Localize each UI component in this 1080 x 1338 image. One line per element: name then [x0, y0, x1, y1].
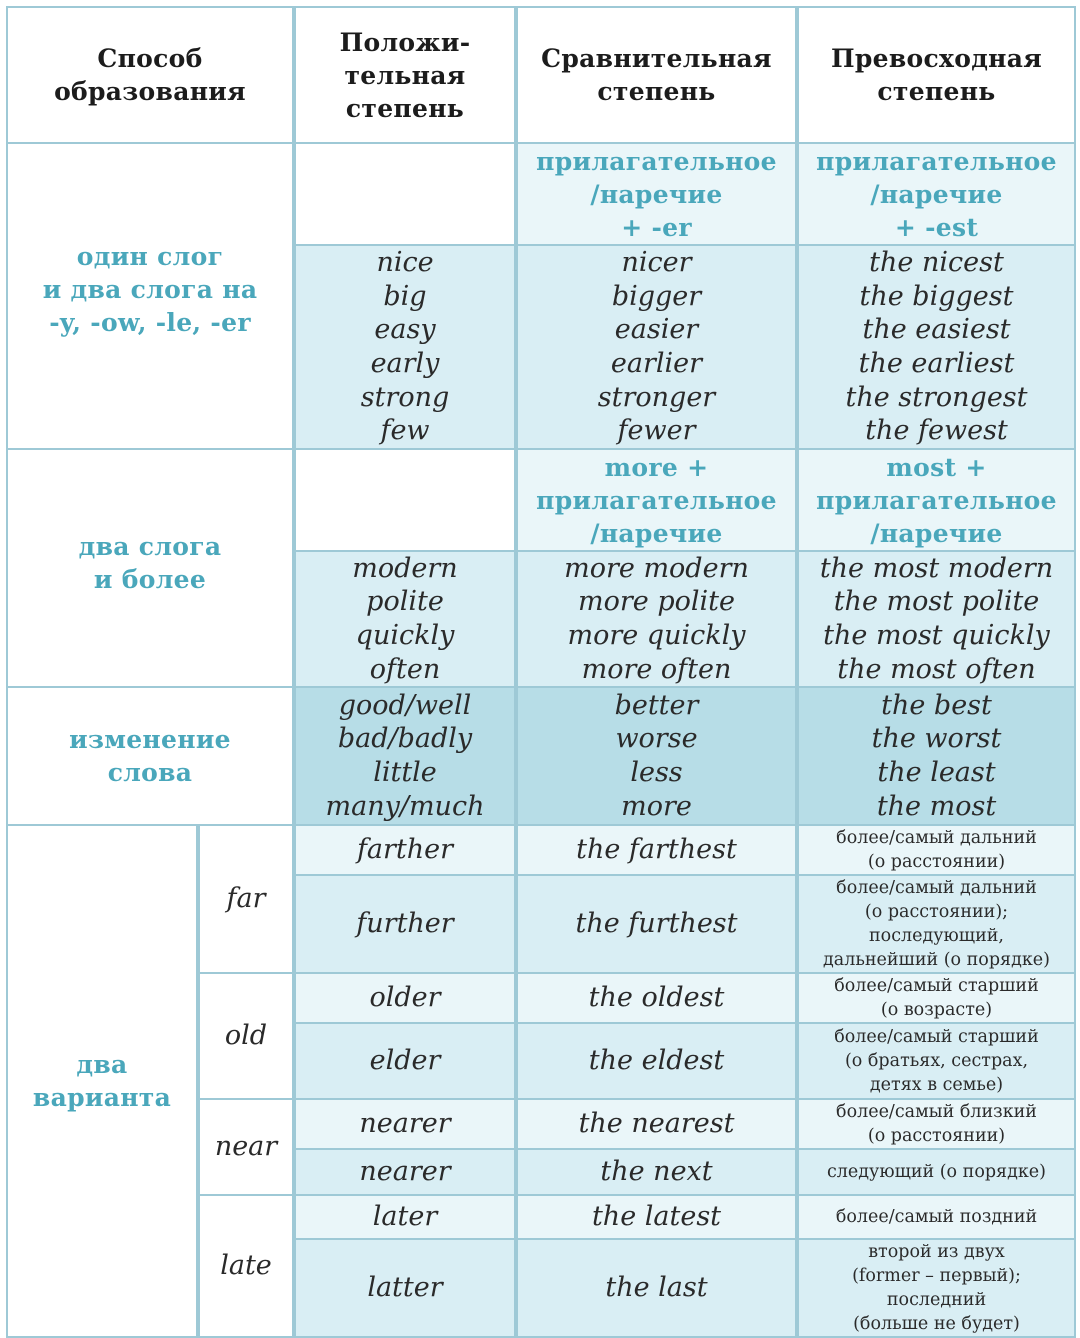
variant-comparative-1-1-line: elder [369, 1045, 441, 1076]
one-syllable-superlative-rule-line: прилагательное [816, 146, 1057, 176]
header-method-line: образования [54, 77, 246, 106]
variant-comparative-3-1-line: latter [367, 1272, 443, 1303]
variant-word-1-line: old [224, 1020, 268, 1051]
one-syllable-superlative-rule-line: /наречие [870, 179, 1003, 209]
two-syllables-positive-line: quickly [355, 620, 455, 651]
one-syllable-label-line: -y, -ow, -le, -er [49, 308, 251, 337]
variant-note-1-0 [797, 972, 1076, 1024]
variant-note-2-0-line: (о расстоянии) [867, 1126, 1006, 1146]
irregular-positive-line: little [373, 757, 437, 788]
variant-note-3-1-line: второй из двух [868, 1242, 1005, 1262]
one-syllable-superlative-line: the easiest [862, 314, 1011, 346]
header-positive-line: тельная [344, 60, 466, 90]
header-comparative [516, 6, 797, 144]
two-syllables-positive-line: often [369, 653, 441, 685]
variant-superlative-2-0 [516, 1098, 797, 1150]
one-syllable-positive-line: early [370, 348, 440, 379]
header-positive-line: Положи- [339, 27, 471, 57]
one-syllable-superlative-rule-line: + -est [894, 212, 979, 242]
variant-note-0-0-line: (о расстоянии) [867, 852, 1006, 872]
variant-note-0-1-line: дальнейший (о порядке) [823, 950, 1050, 970]
two-syllables-superlative-line: the most polite [833, 586, 1040, 618]
variant-superlative-0-1-line: the furthest [575, 908, 738, 939]
variant-note-3-1 [797, 1238, 1076, 1338]
irregular-comparative-line: less [630, 757, 683, 788]
variant-superlative-3-0 [516, 1194, 797, 1240]
two-syllables-comparative-rule-line: /наречие [590, 518, 723, 548]
irregular-positive-line: good/well [338, 689, 472, 721]
variant-superlative-2-1-line: the next [600, 1156, 713, 1187]
one-syllable-superlative-line: the strongest [845, 381, 1028, 413]
two-syllables-comparative-line: more often [581, 653, 732, 685]
two-syllables-comparative-rule-line: more + [604, 452, 709, 482]
variant-note-0-1 [797, 874, 1076, 974]
variant-comparative-3-0 [294, 1194, 516, 1240]
one-syllable-comparative [516, 244, 797, 450]
variant-word-0 [198, 824, 294, 974]
irregular-comparative [516, 686, 797, 826]
two-syllables-superlative-line: the most quickly [823, 620, 1050, 651]
variant-superlative-1-1-line: the eldest [588, 1045, 725, 1076]
variant-note-1-0-line: (о возрасте) [880, 1000, 993, 1020]
variant-note-1-1-line: детях в семье) [869, 1075, 1004, 1095]
irregular-positive-line: bad/badly [337, 723, 473, 755]
variant-comparative-1-0 [294, 972, 516, 1024]
variant-comparative-2-1 [294, 1148, 516, 1196]
variant-note-3-1-line: (former – первый); [852, 1266, 1021, 1286]
one-syllable-superlative-line: the earliest [858, 348, 1015, 379]
two-syllables-label-line: и более [93, 565, 207, 594]
one-syllable-comparative-line: bigger [611, 280, 702, 312]
variant-comparative-3-1 [294, 1238, 516, 1338]
variant-comparative-1-1 [294, 1022, 516, 1100]
variant-superlative-1-1 [516, 1022, 797, 1100]
header-comparative-line: Сравнительная [541, 44, 772, 73]
one-syllable-positive-line: nice [376, 247, 434, 279]
two-syllables-comparative [516, 550, 797, 688]
two-syllables-positive-line: modern [352, 552, 458, 584]
variant-superlative-0-0 [516, 824, 797, 876]
two-syllables-superlative [797, 550, 1076, 688]
variant-word-3-line: late [220, 1250, 272, 1281]
one-syllable-comparative-line: earlier [610, 348, 703, 379]
two-variants-label-line: варианта [32, 1083, 172, 1112]
comparison-degrees-table [6, 6, 1076, 1332]
one-syllable-comparative-rule-line: прилагательное [536, 146, 777, 176]
one-syllable-comparative-line: fewer [617, 415, 696, 447]
one-syllable-positive-line: big [383, 280, 427, 312]
variant-note-0-1-line: более/самый дальний [836, 878, 1037, 898]
variant-comparative-3-0-line: later [372, 1201, 438, 1232]
irregular-label [6, 686, 294, 826]
variant-comparative-2-0-line: nearer [359, 1108, 451, 1139]
two-syllables-positive-line: polite [366, 586, 444, 618]
header-superlative [797, 6, 1076, 144]
one-syllable-positive [294, 244, 516, 450]
header-superlative-line: степень [877, 77, 996, 106]
irregular-superlative [797, 686, 1076, 826]
variant-word-0-line: far [226, 883, 266, 914]
irregular-label-line: изменение [69, 725, 231, 754]
irregular-label-line: слова [107, 758, 193, 787]
one-syllable-label-line: один слог [76, 242, 224, 271]
variant-superlative-0-0-line: the farthest [576, 834, 737, 865]
variant-comparative-0-1-line: further [356, 908, 454, 939]
irregular-positive-line: many/much [325, 790, 485, 822]
variant-note-3-0 [797, 1194, 1076, 1240]
one-syllable-label [6, 142, 294, 450]
irregular-superlative-line: the worst [871, 723, 1002, 755]
one-syllable-superlative-line: the fewest [865, 415, 1008, 447]
variant-note-0-1-line: (о расстоянии); [864, 902, 1009, 922]
variant-note-2-0 [797, 1098, 1076, 1150]
variant-note-3-1-line: последний [886, 1290, 987, 1310]
variant-superlative-3-0-line: the latest [591, 1201, 722, 1232]
variant-superlative-2-0-line: the nearest [578, 1108, 735, 1139]
one-syllable-comparative-line: easier [614, 314, 699, 346]
two-syllables-comparative-line: more polite [578, 586, 735, 618]
variant-superlative-3-1-line: the last [605, 1272, 708, 1303]
one-syllable-positive-rule [294, 142, 516, 246]
variant-note-1-0-line: более/самый старший [834, 976, 1039, 996]
one-syllable-positive-line: strong [360, 381, 450, 413]
two-syllables-comparative-rule [516, 448, 797, 552]
one-syllable-label-line: и два слога на [42, 275, 258, 304]
header-superlative-line: Превосходная [830, 44, 1043, 73]
one-syllable-comparative-rule [516, 142, 797, 246]
two-variants-label [6, 824, 198, 1338]
one-syllable-superlative-line: the nicest [869, 247, 1004, 279]
two-syllables-comparative-line: more modern [564, 552, 749, 584]
variant-comparative-0-1 [294, 874, 516, 974]
two-syllables-label-line: два слога [78, 532, 222, 561]
two-syllables-superlative-rule [797, 448, 1076, 552]
one-syllable-positive-line: few [380, 415, 430, 447]
irregular-superlative-line: the most [876, 790, 997, 822]
variant-note-1-1-line: более/самый старший [834, 1027, 1039, 1047]
variant-word-2 [198, 1098, 294, 1196]
two-syllables-superlative-line: the most modern [819, 552, 1054, 584]
two-syllables-superlative-line: the most often [837, 653, 1036, 685]
irregular-comparative-line: better [614, 689, 699, 721]
one-syllable-comparative-rule-line: + -er [621, 212, 692, 242]
variant-comparative-2-0 [294, 1098, 516, 1150]
variant-note-0-1-line: последующий, [869, 926, 1004, 946]
header-positive [294, 6, 516, 144]
variant-comparative-0-0-line: farther [356, 834, 454, 865]
variant-comparative-1-0-line: older [369, 982, 441, 1013]
variant-note-0-0-line: более/самый дальний [836, 828, 1037, 848]
irregular-superlative-line: the least [877, 757, 996, 788]
variant-word-3 [198, 1194, 294, 1338]
one-syllable-comparative-line: nicer [621, 247, 692, 279]
irregular-comparative-line: worse [615, 723, 698, 755]
two-syllables-positive [294, 550, 516, 688]
one-syllable-superlative-rule [797, 142, 1076, 246]
variant-note-3-1-line: (больше не будет) [853, 1314, 1020, 1334]
two-syllables-superlative-rule-line: most + [886, 452, 987, 482]
variant-superlative-1-0-line: the oldest [588, 982, 725, 1013]
variant-superlative-2-1 [516, 1148, 797, 1196]
two-syllables-superlative-rule-line: прилагательное [816, 485, 1057, 515]
variant-note-1-1 [797, 1022, 1076, 1100]
variant-comparative-0-0 [294, 824, 516, 876]
variant-note-2-1-line: следующий (о порядке) [826, 1162, 1046, 1182]
variant-comparative-2-1-line: nearer [359, 1156, 451, 1187]
irregular-superlative-line: the best [881, 689, 992, 721]
two-syllables-comparative-line: more quickly [567, 620, 746, 651]
variant-note-2-0-line: более/самый близкий [836, 1102, 1037, 1122]
two-syllables-superlative-rule-line: /наречие [870, 518, 1003, 548]
header-comparative-line: степень [597, 77, 716, 106]
header-positive-line: степень [345, 93, 465, 123]
one-syllable-superlative [797, 244, 1076, 450]
two-syllables-label [6, 448, 294, 688]
variant-note-1-1-line: (о братьях, сестрах, [844, 1051, 1029, 1071]
one-syllable-positive-line: easy [374, 314, 436, 346]
variant-note-3-0-line: более/самый поздний [835, 1207, 1038, 1227]
variant-note-2-1 [797, 1148, 1076, 1196]
one-syllable-superlative-line: the biggest [859, 280, 1014, 312]
variant-superlative-1-0 [516, 972, 797, 1024]
two-variants-label-line: два [76, 1050, 128, 1079]
two-syllables-positive-rule [294, 448, 516, 552]
header-method-line: Способ [97, 44, 203, 73]
variant-note-0-0 [797, 824, 1076, 876]
variant-word-1 [198, 972, 294, 1100]
irregular-positive [294, 686, 516, 826]
one-syllable-comparative-rule-line: /наречие [590, 179, 723, 209]
one-syllable-comparative-line: stronger [597, 381, 716, 413]
irregular-comparative-line: more [621, 790, 692, 822]
header-method [6, 6, 294, 144]
variant-superlative-0-1 [516, 874, 797, 974]
variant-word-2-line: near [214, 1131, 278, 1162]
two-syllables-comparative-rule-line: прилагательное [536, 485, 777, 515]
variant-superlative-3-1 [516, 1238, 797, 1338]
